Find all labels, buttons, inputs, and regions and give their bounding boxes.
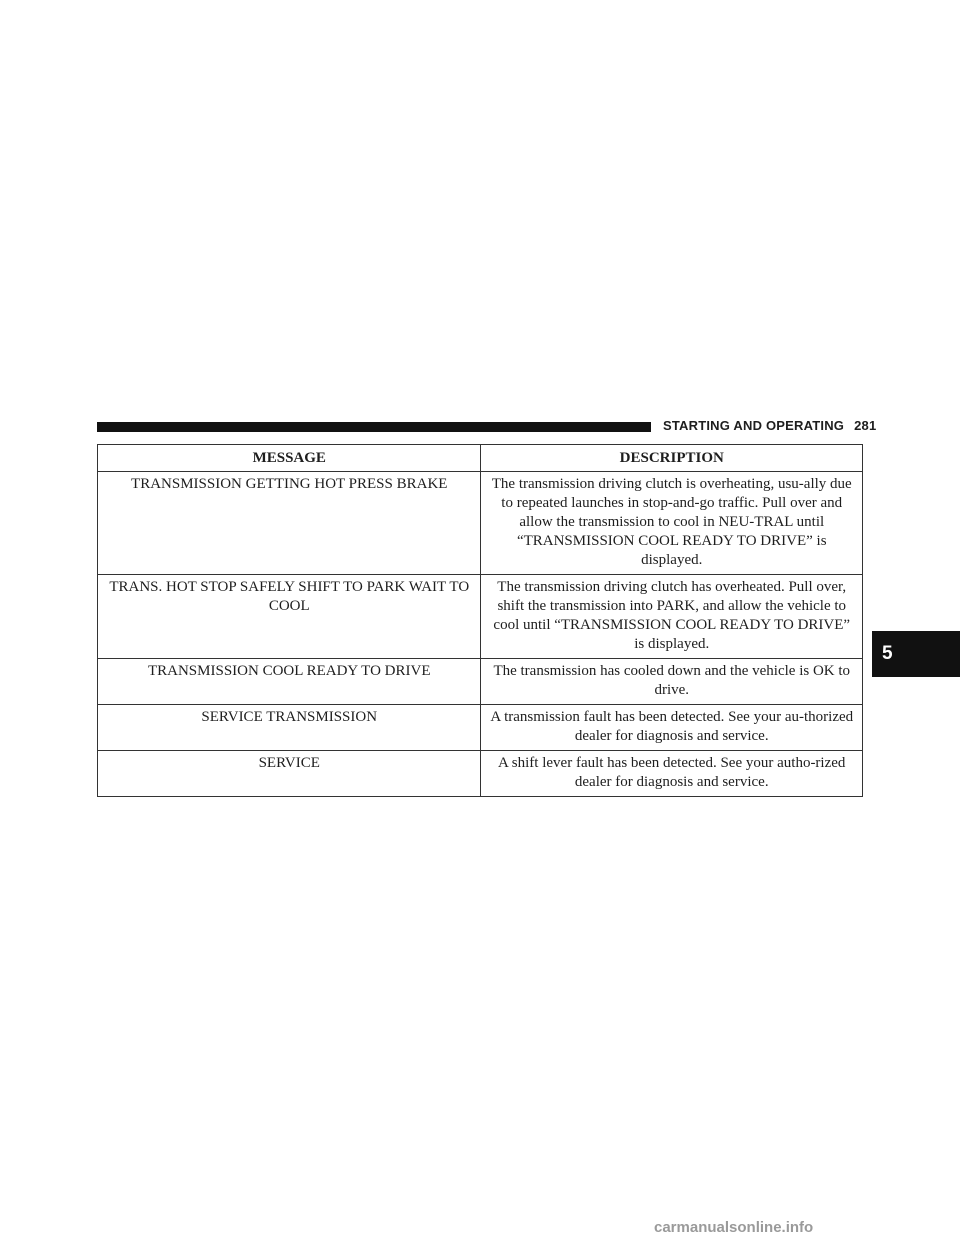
description-cell: A shift lever fault has been detected. See your autho-rized dealer for diagnosis and service. xyxy=(481,751,863,797)
table-row xyxy=(98,751,863,797)
column-header-message: MESSAGE xyxy=(98,445,481,472)
table-header-row xyxy=(98,445,863,472)
description-cell: The transmission driving clutch is overheating, usu-ally due to repeated launches in stop-and-go traffic. Pull over and allow the transmission to cool in NEU-TRAL until “TRANSMISSION COOL READY TO DRIVE” is displayed. xyxy=(481,472,863,575)
page-number: 281 xyxy=(854,418,877,433)
description-cell: A transmission fault has been detected. See your au-thorized dealer for diagnosis and service. xyxy=(481,705,863,751)
watermark: carmanualsonline.info xyxy=(654,1219,814,1236)
description-cell: The transmission driving clutch has overheated. Pull over, shift the transmission into PARK, and allow the vehicle to cool until “TRANSMISSION COOL READY TO DRIVE” is displayed. xyxy=(481,575,863,659)
table-row xyxy=(98,472,863,575)
message-cell: SERVICE TRANSMISSION xyxy=(98,705,481,751)
header-rule-bar xyxy=(97,422,651,432)
running-header xyxy=(663,418,876,433)
description-cell: The transmission has cooled down and the vehicle is OK to drive. xyxy=(481,659,863,705)
section-title: STARTING AND OPERATING xyxy=(663,418,845,433)
message-cell: TRANSMISSION GETTING HOT PRESS BRAKE xyxy=(98,472,481,575)
message-cell: TRANSMISSION COOL READY TO DRIVE xyxy=(98,659,481,705)
table-row xyxy=(98,705,863,751)
column-header-description: DESCRIPTION xyxy=(481,445,863,472)
chapter-tab: 5 xyxy=(872,631,960,677)
message-cell: TRANS. HOT STOP SAFELY SHIFT TO PARK WAIT TO COOL xyxy=(98,575,481,659)
message-table xyxy=(97,444,863,797)
table-row xyxy=(98,575,863,659)
message-cell: SERVICE xyxy=(98,751,481,797)
table-row xyxy=(98,659,863,705)
